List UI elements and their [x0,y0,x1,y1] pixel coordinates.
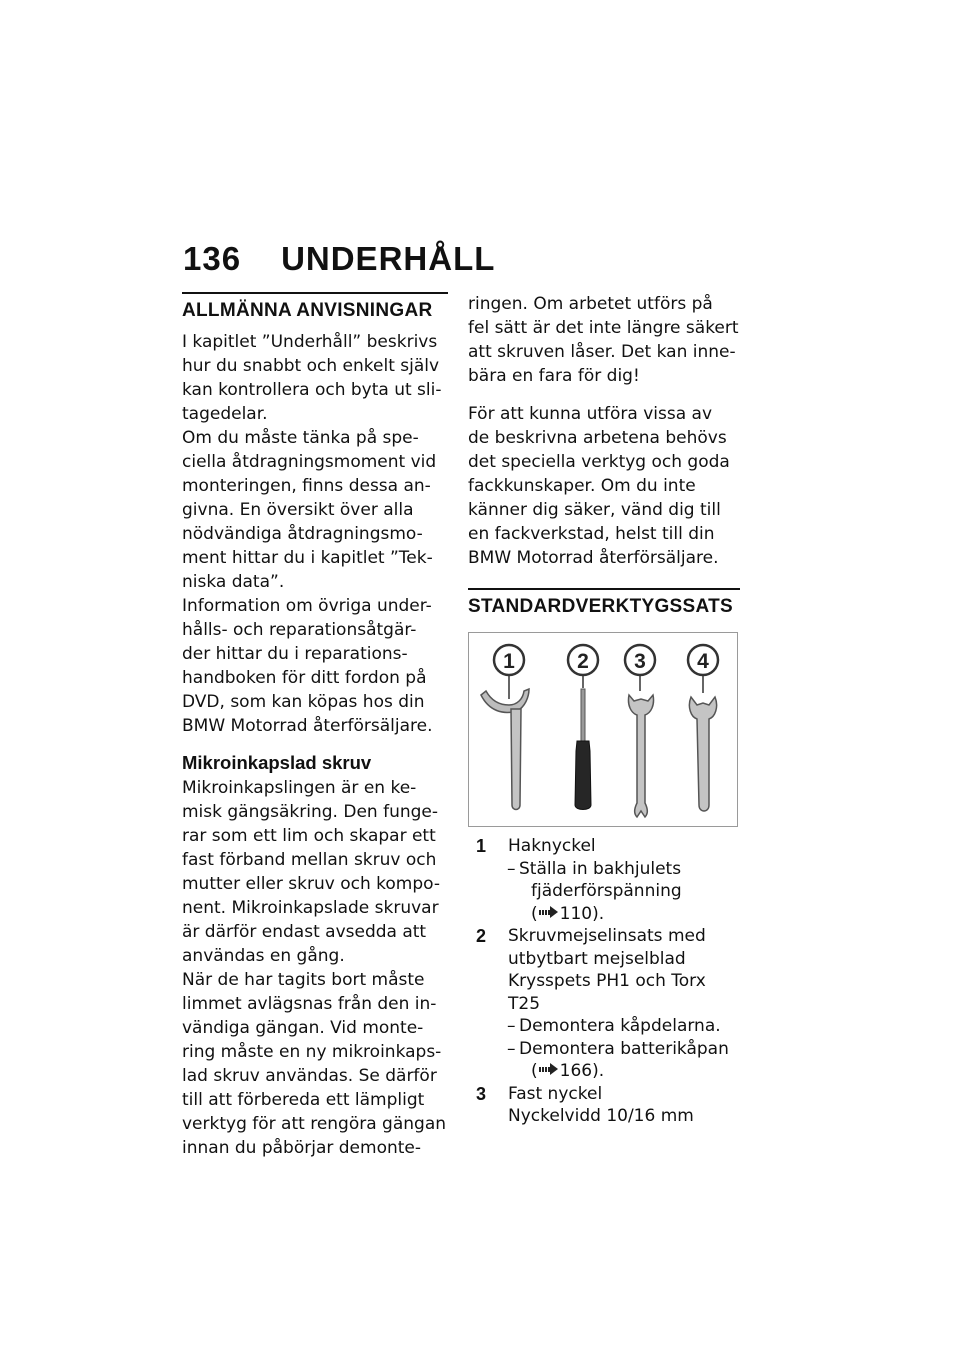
text-line: monteringen, finns dessa an- [182,476,431,496]
text-line: Information om övriga under- [182,596,432,616]
legend-text: utbytbart mejselblad [508,948,686,969]
page-header [183,240,495,278]
legend-text: Nyckelvidd 10/16 mm [508,1106,694,1126]
paragraph-microencapsulated [182,776,448,1160]
text-line: fel sätt är det inte längre säkert [468,318,739,338]
toolkit-figure [468,632,738,827]
legend-text: Skruvmejselinsats med [508,926,706,946]
page-number: 136 [183,240,242,277]
callout-2 [568,645,598,688]
chapter-title: UNDERHÅLL [281,240,496,277]
text-line: givna. En översikt över alla [182,500,414,520]
section-title-general: ALLMÄNNA ANVISNINGAR [182,300,433,321]
text-line: ciella åtdragningsmoment vid [182,452,437,472]
paragraph-general [182,330,448,738]
text-line: nent. Mikroinkapslade skruvar [182,898,439,918]
text-line: Mikroinkapslingen är en ke- [182,778,417,798]
text-line: kan kontrollera och byta ut sli- [182,380,442,400]
arrow-right-icon [539,1063,559,1075]
callout-2-label: 2 [577,650,589,673]
callout-3 [625,645,655,691]
callout-3-label: 3 [634,650,646,673]
legend-text: T25 [508,993,541,1014]
text-line: tagedelar. [182,404,268,424]
page-reference[interactable]: ( 166). [531,1061,605,1081]
legend-instruction: – Demontera batterikåpan ( 166). [508,1038,740,1083]
text-line: de beskrivna arbetena behövs [468,428,727,448]
legend-number: 1 [476,836,487,856]
callout-1-label: 1 [503,650,515,673]
text-line: vändiga gängan. Vid monte- [182,1018,424,1038]
section-title-toolkit: STANDARDVERKTYGSSATS [468,596,733,617]
toolkit-legend [468,835,740,1128]
legend-item [468,1083,740,1128]
open-end-wrench-icon [689,697,716,811]
text-line: användas en gång. [182,946,345,966]
section-rule [182,292,448,294]
callout-4-label: 4 [697,650,709,673]
callout-4 [688,645,718,693]
paragraph-special-tools [468,402,740,570]
text-line: BMW Motorrad återförsäljare. [182,716,433,736]
text-line: lad skruv användas. Se därför [182,1066,437,1086]
text-line: fackkunskaper. Om du inte [468,476,696,496]
text-line: verktyg för att rengöra gängan [182,1114,447,1134]
instruction-text: fjäderförspänning [531,881,682,901]
legend-text: Haknyckel [508,836,596,856]
text-line: ment hittar du i kapitlet ”Tek- [182,548,433,568]
page-reference[interactable]: ( 110). [531,903,605,924]
text-line: misk gängsäkring. Den funge- [182,802,439,822]
text-line: nödvändiga åtdragningsmo- [182,524,423,544]
legend-text: Krysspets PH1 och Torx [508,971,706,991]
text-line: der hittar du i reparations- [182,644,408,664]
text-line: till att förbereda ett lämpligt [182,1090,425,1110]
text-line: innan du påbörjar demonte- [182,1138,422,1158]
subsection-title: Mikroinkapslad skruv [182,752,372,773]
text-line: hålls- och reparationsåtgär- [182,620,417,640]
arrow-right-icon [539,906,559,918]
text-line: är därför endast avsedda att [182,922,427,942]
text-line: rar som ett lim och skapar ett [182,826,436,846]
section-rule [468,588,740,590]
legend-number: 2 [476,926,487,946]
callout-1 [494,645,524,699]
open-end-wrench-icon [628,695,653,817]
text-line: känner dig säker, vänd dig till [468,500,721,520]
text-line: det speciella verktyg och goda [468,452,730,472]
text-line: ringen. Om arbetet utförs på [468,294,713,314]
text-line: ring måste en ny mikroinkaps- [182,1042,442,1062]
text-line: BMW Motorrad återförsäljare. [468,548,719,568]
text-line: att skruven låser. Det kan inne- [468,342,736,362]
legend-number: 3 [476,1083,487,1104]
text-line: DVD, som kan köpas hos din [182,692,425,712]
text-line: I kapitlet ”Underhåll” beskrivs [182,332,438,352]
text-line: fast förband mellan skruv och [182,850,437,870]
instruction-text: Demontera kåpdelarna. [519,1016,721,1036]
paragraph-continued [468,292,740,388]
text-line: hur du snabbt och enkelt själv [182,356,440,376]
text-line: För att kunna utföra vissa av [468,404,713,424]
text-line: När de har tagits bort måste [182,970,425,990]
legend-item [468,835,740,925]
legend-item [468,925,740,1083]
legend-instruction: – Demontera kåpdelarna. [508,1015,740,1038]
text-line: niska data”. [182,572,285,592]
left-column [182,292,448,1160]
legend-instruction: – Ställa in bakhjulets fjäderförspänning ( 110). [508,858,740,926]
instruction-text: Ställa in bakhjulets [519,858,682,879]
screwdriver-icon [575,689,591,810]
right-column [468,292,740,1128]
hook-wrench-icon [481,689,529,810]
text-line: bära en fara för dig! [468,366,640,386]
legend-text: Fast nyckel [508,1083,603,1104]
instruction-text: Demontera batterikåpan [519,1038,729,1059]
text-line: en fackverkstad, helst till din [468,524,715,544]
text-line: mutter eller skruv och kompo- [182,874,440,894]
text-line: Om du måste tänka på spe- [182,428,419,448]
text-line: limmet avlägsnas från den in- [182,994,437,1014]
text-line: handboken för ditt fordon på [182,668,427,688]
